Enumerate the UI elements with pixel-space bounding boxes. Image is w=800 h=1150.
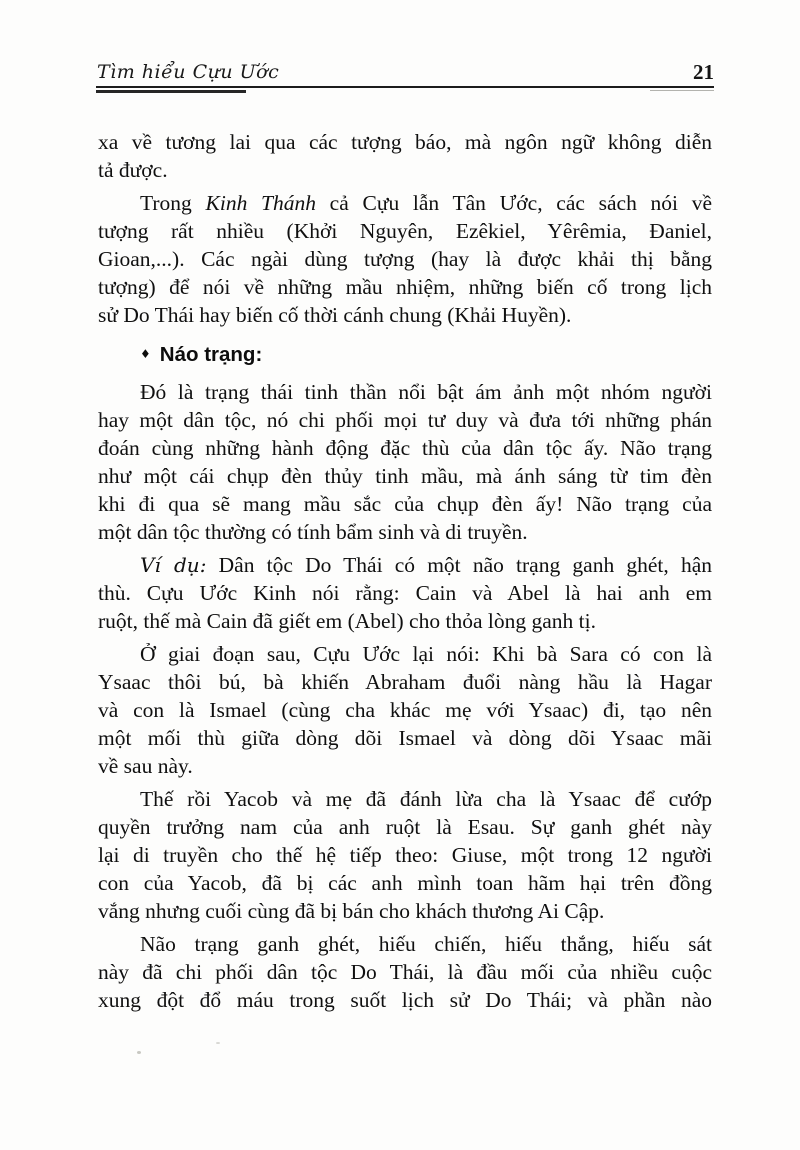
text-segment: một dân tộc thường có tính bẩm sinh và di truyền. — [98, 520, 528, 544]
text-line — [98, 752, 712, 780]
paragraph — [98, 378, 712, 546]
text-line — [98, 273, 712, 301]
text-line — [98, 490, 712, 518]
text-segment: sử Do Thái hay biến cố thời cánh chung (Khải Huyền). — [98, 303, 572, 327]
text-segment: hay một dân tộc, nó chi phối mọi tư duy và đưa tới những phán — [98, 408, 712, 432]
text-line — [98, 869, 712, 897]
text-segment: như một cái chụp đèn thủy tinh mầu, mà ánh sáng từ tim đèn — [98, 464, 712, 488]
text-segment: ruột, thế mà Cain đã giết em (Abel) cho thỏa lòng ganh tị. — [98, 609, 596, 633]
text-line — [98, 724, 712, 752]
text-line — [98, 579, 712, 607]
text-segment: một mối thù giữa dòng dõi Ismael và dòng dõi Ysaac mãi — [98, 726, 712, 750]
text-line — [98, 301, 712, 329]
section-heading-text: Náo trạng: — [159, 343, 263, 366]
text-segment: Ysaac thôi bú, bà khiến Abraham đuổi nàng hầu là Hagar — [98, 670, 712, 694]
text-line — [98, 640, 712, 668]
text-segment: cả Cựu lẫn Tân Ước, các sách nói về — [315, 191, 712, 215]
text-line — [98, 607, 712, 635]
text-segment: thù. Cựu Ước Kinh nói rằng: Cain và Abel là hai anh em — [98, 581, 712, 605]
text-segment: đoán cùng những hành động đặc thù của dân tộc ấy. Não trạng — [98, 436, 712, 460]
text-segment: quyền trưởng nam của anh ruột là Esau. Sự ganh ghét này — [98, 815, 712, 839]
text-line — [98, 156, 712, 184]
text-segment: khi đi qua sẽ mang mầu sắc của chụp đèn ấy! Não trạng của — [98, 492, 712, 516]
text-segment: này đã chi phối dân tộc Do Thái, là đầu mối của nhiều cuộc — [98, 960, 712, 984]
scan-speck — [216, 1042, 220, 1044]
text-line — [98, 462, 712, 490]
header-rule — [96, 86, 714, 88]
text-segment: Dân tộc Do Thái có một não trạng ganh ghét, hận — [206, 553, 713, 577]
text-segment: về sau này. — [98, 754, 193, 778]
text-segment: xa về tương lai qua các tượng báo, mà ngôn ngữ không diễn — [98, 130, 712, 154]
text-line — [98, 897, 712, 925]
paragraph — [98, 640, 712, 780]
text-segment: con của Yacob, đã bị các anh mình toan hãm hại trên đồng — [98, 871, 712, 895]
text-line — [98, 986, 712, 1014]
paragraph — [98, 930, 712, 1014]
text-line — [98, 930, 712, 958]
text-segment: xung đột đổ máu trong suốt lịch sử Do Thái; và phần nào — [98, 988, 712, 1012]
text-segment: Gioan,...). Các ngài dùng tượng (hay là được khải thị bằng — [98, 247, 712, 271]
text-line — [98, 958, 712, 986]
running-head-title: Tìm hiểu Cựu Ước — [97, 61, 280, 83]
text-segment: tượng rất nhiều (Khởi Nguyên, Ezêkiel, Yêrêmia, Đaniel, — [98, 219, 712, 243]
text-segment: Ở giai đoạn sau, Cựu Ước lại nói: Khi bà Sara có con là — [140, 642, 712, 666]
text-line — [98, 551, 712, 579]
text-segment-italic: Kinh Thánh — [205, 191, 316, 215]
text-line — [98, 696, 712, 724]
page-content — [98, 128, 712, 1019]
text-line — [98, 434, 712, 462]
text-segment: tượng) để nói về những mầu nhiệm, những biến cố trong lịch — [98, 275, 712, 299]
text-line — [98, 128, 712, 156]
paragraph — [98, 551, 712, 635]
text-segment: Đó là trạng thái tinh thần nổi bật ám ảnh một nhóm người — [140, 380, 712, 404]
text-line — [98, 378, 712, 406]
text-line — [98, 668, 712, 696]
text-line — [98, 785, 712, 813]
text-line — [98, 217, 712, 245]
header-rule-shadow-left — [96, 90, 246, 93]
text-segment: vắng nhưng cuối cùng đã bị bán cho khách thương Ai Cập. — [98, 899, 605, 923]
page-number: 21 — [693, 60, 714, 84]
paragraph — [98, 189, 712, 329]
paragraph — [98, 785, 712, 925]
text-segment: lại di truyền cho thế hệ tiếp theo: Giuse, một trong 12 người — [98, 843, 712, 867]
text-segment: Não trạng ganh ghét, hiếu chiến, hiếu thắng, hiếu sát — [140, 932, 712, 956]
text-line — [98, 245, 712, 273]
text-line — [98, 189, 712, 217]
text-line — [98, 406, 712, 434]
scan-speck — [137, 1051, 141, 1054]
text-segment: và con là Ismael (cùng cha khác mẹ với Ysaac) đi, tạo nên — [98, 698, 712, 722]
text-segment-script: Ví dụ: — [140, 553, 207, 577]
section-heading — [140, 341, 712, 368]
text-line — [98, 518, 712, 546]
text-segment: Trong — [140, 191, 206, 215]
diamond-bullet-icon: ♦ — [140, 347, 151, 361]
header-rule-shadow-right — [650, 90, 714, 91]
text-line — [98, 813, 712, 841]
paragraph — [98, 128, 712, 184]
text-line — [98, 841, 712, 869]
text-segment: Thế rồi Yacob và mẹ đã đánh lừa cha là Ysaac để cướp — [140, 787, 712, 811]
text-segment: tả được. — [98, 158, 168, 182]
